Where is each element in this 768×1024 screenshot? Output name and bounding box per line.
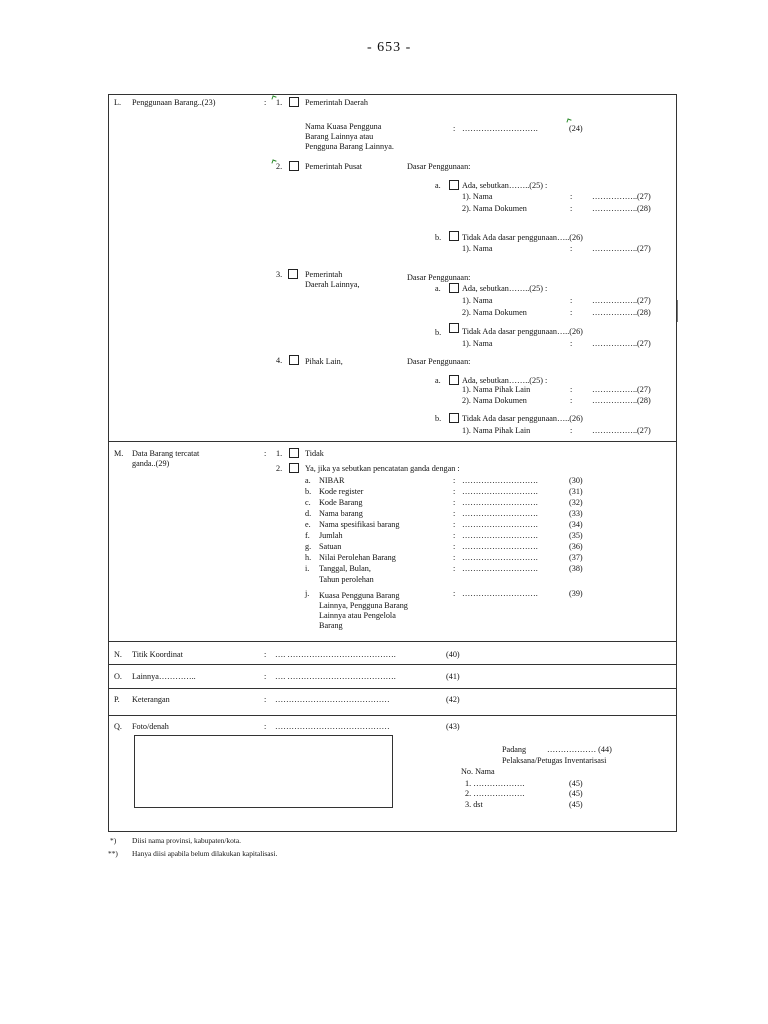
colon: : bbox=[453, 520, 456, 529]
option-label: Pemerintah Pusat bbox=[305, 162, 363, 171]
place-dots: ……………… (44) bbox=[547, 745, 612, 754]
signer-row: 1. ………………. bbox=[465, 779, 525, 788]
fill-dots: ………………………. bbox=[462, 487, 538, 496]
field-value: ……………..(28) bbox=[592, 396, 651, 405]
kuasa-label-line1: Nama Kuasa Pengguna bbox=[305, 122, 382, 131]
reference-number: (45) bbox=[569, 789, 583, 798]
colon: : bbox=[453, 498, 456, 507]
option-label: Ya, jika ya sebutkan pencatatan ganda dengan : bbox=[305, 464, 460, 473]
checkbox-ada[interactable] bbox=[449, 375, 459, 385]
sub-letter: a. bbox=[435, 284, 441, 293]
item-label: Nilai Perolehan Barang bbox=[319, 553, 396, 562]
colon: : bbox=[264, 695, 267, 704]
footnote-text: Hanya diisi apabila belum dilakukan kapitalisasi. bbox=[132, 849, 278, 858]
sub-letter: a. bbox=[435, 376, 441, 385]
photo-placeholder-box bbox=[134, 735, 393, 808]
page-number: - 653 - bbox=[367, 40, 412, 55]
field-label: 1). Nama bbox=[462, 296, 493, 305]
reference-number: (45) bbox=[569, 800, 583, 809]
colon: : bbox=[264, 672, 267, 681]
colon: : bbox=[453, 553, 456, 562]
item-label-line2: Lainnya, Pengguna Barang bbox=[319, 601, 408, 610]
section-label-line2: ganda..(29) bbox=[132, 459, 170, 468]
dasar-label: Dasar Penggunaan: bbox=[407, 162, 471, 171]
fill-dots: ………………………. bbox=[462, 564, 538, 573]
colon: : bbox=[453, 531, 456, 540]
field-value: ……………..(27) bbox=[592, 296, 651, 305]
option-number: 2. bbox=[276, 162, 283, 171]
section-code: O. bbox=[114, 672, 122, 681]
item-label: Kode register bbox=[319, 487, 364, 496]
checkbox-pemerintah-pusat[interactable] bbox=[289, 161, 299, 171]
field-value: ……………..(27) bbox=[592, 244, 651, 253]
section-code: N. bbox=[114, 650, 122, 659]
item-letter: c. bbox=[305, 498, 311, 507]
fill-dots: …………………………………… bbox=[275, 695, 390, 704]
field-label: 2). Nama Dokumen bbox=[462, 396, 527, 405]
item-letter: e. bbox=[305, 520, 311, 529]
field-label: 1). Nama Pihak Lain bbox=[462, 385, 531, 394]
field-value: ……………..(27) bbox=[592, 385, 651, 394]
reference-number: (30) bbox=[569, 476, 583, 485]
sub-letter: b. bbox=[435, 233, 442, 242]
sub-letter: b. bbox=[435, 414, 442, 423]
colon: : bbox=[570, 192, 573, 201]
signer-row: 2. ………………. bbox=[465, 789, 525, 798]
fill-dots: ………………………. bbox=[462, 476, 538, 485]
item-label: Kode Barang bbox=[319, 498, 363, 507]
option-label: Tidak bbox=[305, 449, 324, 458]
edge-mark bbox=[677, 300, 678, 322]
reference-number: (34) bbox=[569, 520, 583, 529]
reference-number: (31) bbox=[569, 487, 583, 496]
section-label: Penggunaan Barang..(23) bbox=[132, 98, 216, 107]
item-label: NIBAR bbox=[319, 476, 345, 485]
colon: : bbox=[453, 124, 456, 133]
section-label: Lainnya………….. bbox=[132, 672, 196, 681]
colon: : bbox=[570, 385, 573, 394]
footnote-mark: *) bbox=[110, 836, 117, 845]
sub-label: Ada, sebutkan……..(25) : bbox=[462, 376, 548, 385]
checkbox-ada[interactable] bbox=[449, 283, 459, 293]
option-label-line1: Pemerintah bbox=[305, 270, 343, 279]
item-label-line3: Lainnya atau Pengelola bbox=[319, 611, 396, 620]
colon: : bbox=[570, 204, 573, 213]
colon: : bbox=[453, 487, 456, 496]
signer-row: 3. dst bbox=[465, 800, 483, 809]
sub-letter: b. bbox=[435, 328, 442, 337]
section-label: Titik Koordinat bbox=[132, 650, 183, 659]
reference-number: (39) bbox=[569, 589, 583, 598]
item-letter: a. bbox=[305, 476, 311, 485]
field-label: 1). Nama Pihak Lain bbox=[462, 426, 531, 435]
reference-number: (33) bbox=[569, 509, 583, 518]
reference-number: (42) bbox=[446, 695, 460, 704]
reference-number: (36) bbox=[569, 542, 583, 551]
field-label: 1). Nama bbox=[462, 339, 493, 348]
field-label: 1). Nama bbox=[462, 192, 493, 201]
officer-title: Pelaksana/Petugas Inventarisasi bbox=[502, 756, 607, 765]
colon: : bbox=[453, 589, 456, 598]
reference-number: (24) bbox=[569, 124, 583, 133]
option-number: 1. bbox=[276, 98, 283, 107]
checkbox-tidak[interactable] bbox=[289, 448, 299, 458]
field-label: 2). Nama Dokumen bbox=[462, 204, 527, 213]
fill-dots: ………………………. bbox=[462, 498, 538, 507]
fill-dots: ………………………. bbox=[462, 509, 538, 518]
item-label: Tanggal, Bulan, bbox=[319, 564, 371, 573]
section-code: P. bbox=[114, 695, 120, 704]
fill-dots: …. …………………………………. bbox=[275, 672, 396, 681]
fill-dots: …………………………………… bbox=[275, 722, 390, 731]
checkbox-tidak-ada[interactable] bbox=[449, 323, 459, 333]
item-label: Satuan bbox=[319, 542, 342, 551]
item-letter: i. bbox=[305, 564, 310, 573]
row-divider bbox=[108, 715, 677, 716]
option-label: Pemerintah Daerah bbox=[305, 98, 368, 107]
reference-number: (38) bbox=[569, 564, 583, 573]
checkbox-ya[interactable] bbox=[289, 463, 299, 473]
option-number: 3. bbox=[276, 270, 283, 279]
colon: : bbox=[570, 339, 573, 348]
colon: : bbox=[264, 650, 267, 659]
fill-dots: ………………………. bbox=[462, 542, 538, 551]
sub-letter: a. bbox=[435, 181, 441, 190]
field-value: ……………..(28) bbox=[592, 308, 651, 317]
option-label-line2: Daerah Lainnya, bbox=[305, 280, 360, 289]
checkbox-pemerintah-daerah[interactable] bbox=[289, 97, 299, 107]
reference-number: (45) bbox=[569, 779, 583, 788]
field-value: ……………..(27) bbox=[592, 339, 651, 348]
section-label: Keterangan bbox=[132, 695, 170, 704]
reference-number: (41) bbox=[446, 672, 460, 681]
row-divider bbox=[108, 688, 677, 689]
reference-number: (35) bbox=[569, 531, 583, 540]
fill-dots: ………………………. bbox=[462, 553, 538, 562]
checkbox-pihak-lain[interactable] bbox=[289, 355, 299, 365]
dasar-label: Dasar Penggunaan: bbox=[407, 273, 471, 282]
kuasa-label-line3: Pengguna Barang Lainnya. bbox=[305, 142, 394, 151]
dasar-label: Dasar Penggunaan: bbox=[407, 357, 471, 366]
item-letter: h. bbox=[305, 553, 312, 562]
colon: : bbox=[570, 244, 573, 253]
colon: : bbox=[453, 476, 456, 485]
checkbox-tidak-ada[interactable] bbox=[449, 413, 459, 423]
sub-label: Ada, sebutkan……..(25) : bbox=[462, 181, 548, 190]
colon: : bbox=[570, 426, 573, 435]
no-nama-header: No. Nama bbox=[461, 767, 495, 776]
fill-dots: ………………………. bbox=[462, 531, 538, 540]
place-label: Padang bbox=[502, 745, 527, 754]
fill-dots: ………………………. bbox=[462, 589, 538, 598]
item-letter: b. bbox=[305, 487, 312, 496]
sub-label: Ada, sebutkan……..(25) : bbox=[462, 284, 548, 293]
colon: : bbox=[453, 564, 456, 573]
section-code: L. bbox=[114, 98, 122, 107]
row-divider bbox=[108, 441, 677, 442]
option-number: 4. bbox=[276, 356, 283, 365]
item-label-line1: Kuasa Pengguna Barang bbox=[319, 591, 400, 600]
colon: : bbox=[264, 449, 267, 458]
field-label: 1). Nama bbox=[462, 244, 493, 253]
reference-number: (32) bbox=[569, 498, 583, 507]
row-divider bbox=[108, 641, 677, 642]
colon: : bbox=[453, 509, 456, 518]
checkbox-pemerintah-daerah-lainnya[interactable] bbox=[288, 269, 298, 279]
checkbox-tidak-ada[interactable] bbox=[449, 231, 459, 241]
item-letter: j. bbox=[305, 589, 310, 598]
checkbox-ada[interactable] bbox=[449, 180, 459, 190]
option-number: 2. bbox=[276, 464, 283, 473]
option-label: Pihak Lain, bbox=[305, 357, 343, 366]
reference-number: (40) bbox=[446, 650, 460, 659]
colon: : bbox=[264, 722, 267, 731]
colon: : bbox=[453, 542, 456, 551]
field-value: ……………..(27) bbox=[592, 192, 651, 201]
item-label: Nama spesifikasi barang bbox=[319, 520, 400, 529]
option-number: 1. bbox=[276, 449, 283, 458]
item-label: Jumlah bbox=[319, 531, 343, 540]
item-letter: g. bbox=[305, 542, 312, 551]
sub-label: Tidak Ada dasar penggunaan…..(26) bbox=[462, 414, 583, 423]
item-label-line2: Tahun perolehan bbox=[319, 575, 374, 584]
section-code: Q. bbox=[114, 722, 122, 731]
colon: : bbox=[570, 308, 573, 317]
field-value: ……………..(27) bbox=[592, 426, 651, 435]
colon: : bbox=[570, 396, 573, 405]
colon: : bbox=[570, 296, 573, 305]
footnote-mark: **) bbox=[108, 849, 118, 858]
fill-dots: ………………………. bbox=[462, 520, 538, 529]
fill-dots: ………………………. bbox=[462, 124, 538, 133]
reference-number: (43) bbox=[446, 722, 460, 731]
section-code: M. bbox=[114, 449, 124, 458]
sub-label: Tidak Ada dasar penggunaan…..(26) bbox=[462, 327, 583, 336]
section-label: Foto/denah bbox=[132, 722, 169, 731]
item-label: Nama barang bbox=[319, 509, 363, 518]
item-letter: f. bbox=[305, 531, 310, 540]
item-label-line4: Barang bbox=[319, 621, 343, 630]
kuasa-label-line2: Barang Lainnya atau bbox=[305, 132, 374, 141]
field-value: ……………..(28) bbox=[592, 204, 651, 213]
field-label: 2). Nama Dokumen bbox=[462, 308, 527, 317]
item-letter: d. bbox=[305, 509, 312, 518]
row-divider bbox=[108, 664, 677, 665]
reference-number: (37) bbox=[569, 553, 583, 562]
sub-label: Tidak Ada dasar penggunaan…..(26) bbox=[462, 233, 583, 242]
colon: : bbox=[264, 98, 267, 107]
footnote-text: Diisi nama provinsi, kabupaten/kota. bbox=[132, 836, 241, 845]
fill-dots: …. …………………………………. bbox=[275, 650, 396, 659]
section-label-line1: Data Barang tercatat bbox=[132, 449, 200, 458]
